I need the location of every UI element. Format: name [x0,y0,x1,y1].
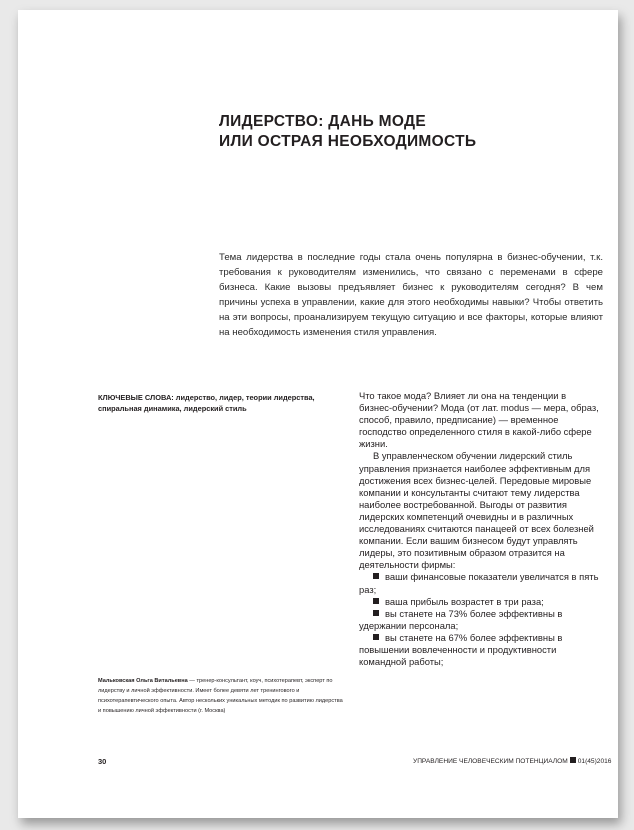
author-name: Мальковская Ольга Витальевна [98,678,188,684]
bullet-item: вы станете на 67% более эффективны в повышении вовлеченности и продуктивности командной работы; [359,631,563,668]
page-number: 30 [98,757,107,766]
bullet-square-icon [373,573,379,579]
bullet-square-icon [373,598,379,604]
author-bio: — тренер-консультант, коуч, психотерапевт, эксперт по лидерству и личной эффективности. Имеет более девяти лет тренингового и психотерапевтического опыта. Автор нескольких уникальных методик по развитию лидерства и повышению личной эффективности (г. Москва) [98,678,343,714]
journal-footer [413,757,611,765]
bullet-item: вы станете на 73% более эффективны в удержании персонала; [359,607,563,631]
page [18,10,618,818]
body-paragraph-1: Что такое мода? Влияет ли она на тенденции в бизнес-обучении? Мода (от лат. modus — мера, образ, способ, правило, предписание) — временное господство определенного стиля в какой-либо сфере жизни. [359,390,599,450]
article-lead: Тема лидерства в последние годы стала очень популярна в бизнес-обучении, т.к. требования к руководителям изменились, что связано с переменами в сфере бизнеса. Какие вызовы предъявляет бизнес к руководителям сегодня? В чем причины успеха в управлении, какие для этого необходимы навыки? Чтобы ответить на эти вопросы, проанализируем текущую ситуацию и все факторы, которые влияют на необходимость изменения стиля управления. [219,252,603,338]
footer-square-icon [570,757,576,763]
journal-issue: 01(45)2016 [577,758,612,765]
body-column [359,390,601,668]
keywords: КЛЮЧЕВЫЕ СЛОВА: лидерство, лидер, теории лидерства, спиральная динамика, лидерский стиль [98,393,315,413]
journal-name: УПРАВЛЕНИЕ ЧЕЛОВЕЧЕСКИМ ПОТЕНЦИАЛОМ [413,758,568,765]
author-info [98,676,346,716]
bullet-item: ваша прибыль возрастет в три раза; [359,596,601,608]
article-title-line-1: ЛИДЕРСТВО: ДАНЬ МОДЕ [219,113,426,130]
body-paragraph-2: В управленческом обучении лидерский стиль управления признается наиболее эффективным для достижения всех бизнес-целей. Передовые мировые компании и консультанты считают тему лидерства наиболее востребованной. Выгоды от развития лидерских компетенций очевидны и в различных исследованиях считаются панацеей от всех болезней компании. Если вашим бизнесом будут управлять лидеры, это позитивным образом отразится на деятельности фирмы: [359,450,594,571]
bullet-square-icon [373,634,379,640]
bullet-item: ваши финансовые показатели увеличатся в пять раз; [359,571,599,595]
article-title-line-2: ИЛИ ОСТРАЯ НЕОБХОДИМОСТЬ [219,133,477,150]
article-title [219,112,579,152]
bullet-square-icon [373,610,379,616]
